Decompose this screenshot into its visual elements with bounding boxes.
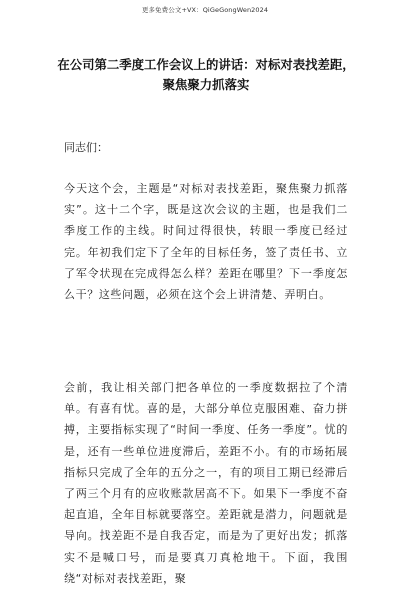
document-title: 在公司第二季度工作会议上的讲话：对标对表找差距，聚焦聚力抓落实 <box>57 57 355 92</box>
body-paragraph-2: 会前，我让相关部门把各单位的一季度数据拉了个清单。有喜有忧。喜的是，大部分单位克服困难、奋力拼搏，主要指标实现了“时间一季度、任务一季度”。忧的是，还有一些单位进度滞后，差距不小。有的市场拓展指标只完成了全年的五分之一，有的项目工期已经滞后了两三个月有的应收账款居高不下。如果下一季度不奋起直追，全年目标就要落空。差距就是潜力，问题就是导向。找差距不是自我否定，而是为了更好出发；抓落实不是喊口号，而是要真刀真枪地干。下面，我围绕“对标对表找差距，聚 <box>64 381 348 585</box>
header-promo-note: 更多免费公文+VX：QiGeGongWen2024 <box>141 6 269 14</box>
salutation: 同志们： <box>64 141 108 154</box>
body-paragraph-1: 今天这个会，主题是“对标对表找差距，聚焦聚力抓落实”。这十二个字，既是这次会议的主题，也是我们二季度工作的主线。时间过得很快，转眼一季度已经过完。年初我们定下了全年的目标任务，签了责任书、立了军令状现在完成得怎么样？差距在哪里？下一季度怎么干？这些问题，必须在这个会上讲清楚、弄明白。 <box>64 182 348 302</box>
